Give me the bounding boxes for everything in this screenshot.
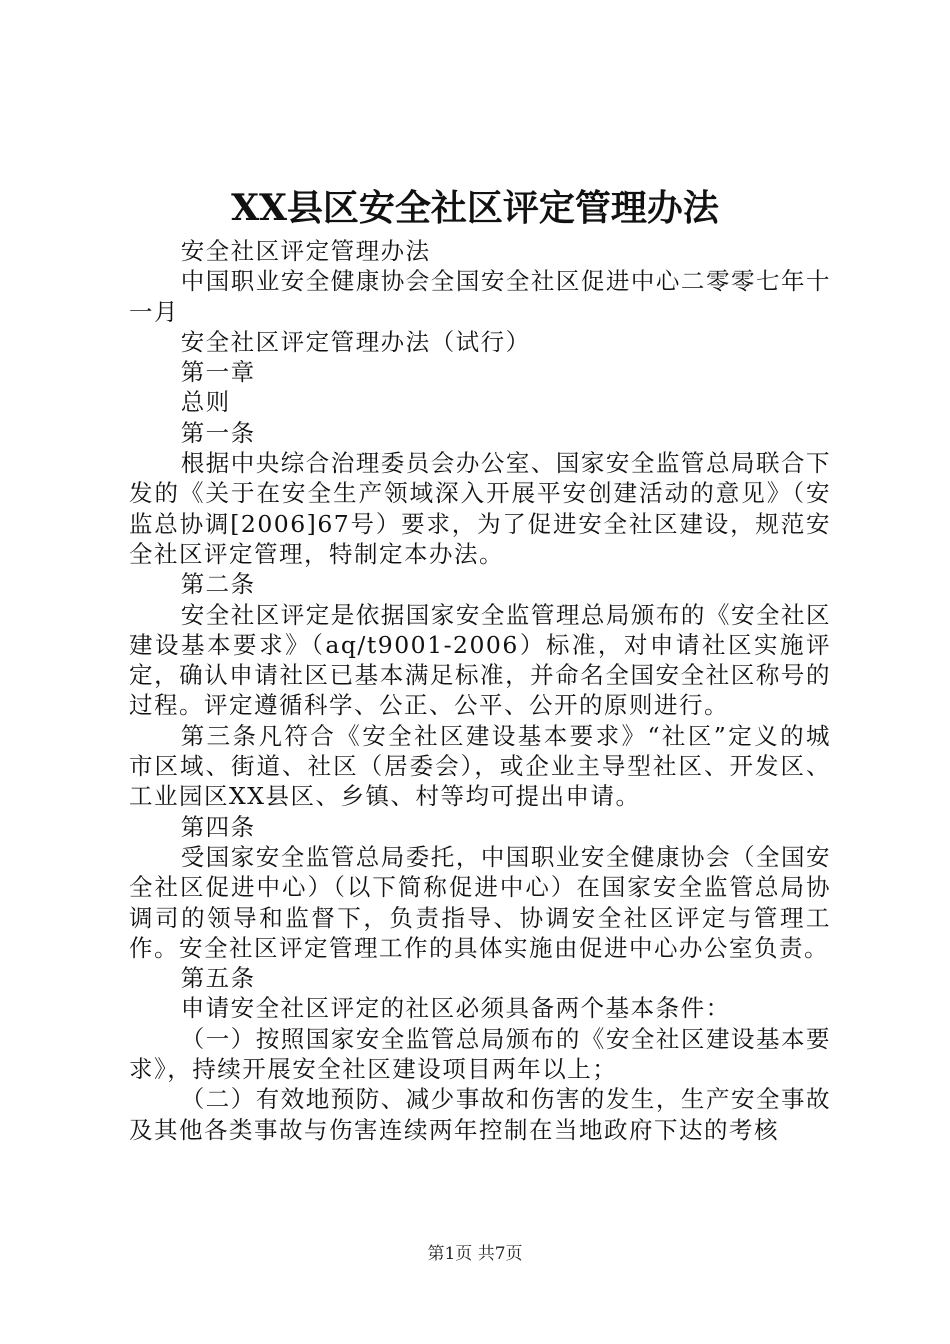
article-heading: 第五条 xyxy=(180,964,256,993)
article-heading: 第四条 xyxy=(180,812,256,841)
section-heading: 总则 xyxy=(180,388,231,417)
paragraph: 根据中央综合治理委员会办公室、国家安全监管总局联合下发的《关于在安全生产领域深入开展平安创建活动的意见》（安监总协调[2006]67号）要求，为了促进安全社区建设，规范安全社区评定管理，特制定本办法。 xyxy=(129,449,831,568)
document-title: XX县区安全社区评定管理办法 xyxy=(231,187,719,229)
paragraph: 安全社区评定管理办法（试行） xyxy=(180,327,531,356)
paragraph: 安全社区评定是依据国家安全监管理总局颁布的《安全社区建设基本要求》（aq/t9001-2006）标准，对申请社区实施评定，确认申请社区已基本满足标准，并命名全国安全社区称号的过程。评定遵循科学、公正、公平、公开的原则进行。 xyxy=(129,600,831,720)
chapter-heading: 第一章 xyxy=(180,358,256,387)
paragraph: 安全社区评定管理办法 xyxy=(180,237,431,265)
paragraph: （二）有效地预防、减少事故和伤害的发生，生产安全事故及其他各类事故与伤害连续两年控制在当地政府下达的考核 xyxy=(129,1085,831,1144)
article-heading: 第二条 xyxy=(180,570,256,599)
paragraph: （一）按照国家安全监管总局颁布的《安全社区建设基本要求》，持续开展安全社区建设项目两年以上； xyxy=(129,1024,831,1084)
paragraph: 申请安全社区评定的社区必须具备两个基本条件： xyxy=(180,994,731,1023)
paragraph: 中国职业安全健康协会全国安全社区促进中心二零零七年十一月 xyxy=(129,267,831,326)
paragraph: 第三条凡符合《安全社区建设基本要求》“社区”定义的城市区域、街道、社区（居委会），或企业主导型社区、开发区、工业园区XX县区、乡镇、村等均可提出申请。 xyxy=(129,721,831,811)
paragraph: 受国家安全监管总局委托，中国职业安全健康协会（全国安全社区促进中心）（以下简称促进中心）在国家安全监管总局协调司的领导和监督下，负责指导、协调安全社区评定与管理工作。安全社区评定管理工作的具体实施由促进中心办公室负责。 xyxy=(129,842,831,962)
article-heading: 第一条 xyxy=(180,418,256,447)
page-footer: 第1页 共7页 xyxy=(427,1244,523,1264)
document-body xyxy=(129,236,831,1145)
